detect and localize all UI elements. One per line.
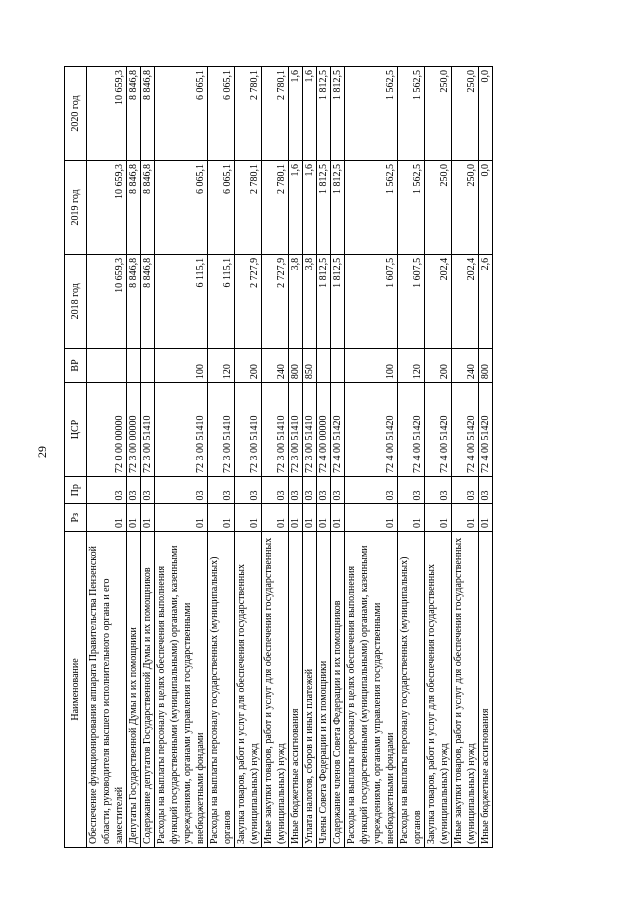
cell-name: Члены Совета Федерации и их помощники	[317, 531, 331, 847]
cell-name: Уплата налогов, сборов и иных платежей	[303, 531, 317, 847]
cell-csr: 72 4 00 51420	[452, 383, 479, 477]
table-header-row	[65, 67, 87, 848]
cell-pr: 03	[208, 477, 235, 504]
cell-csr: 72 3 00 00000	[127, 383, 141, 477]
cell-y2019: 8 846,8	[127, 160, 141, 254]
cell-vr	[317, 348, 331, 382]
cell-y2018: 10 659,3	[87, 254, 127, 348]
cell-y2018: 2,6	[479, 254, 493, 348]
cell-y2019: 8 846,8	[141, 160, 155, 254]
cell-rz: 01	[345, 504, 398, 531]
cell-pr: 03	[127, 477, 141, 504]
cell-rz: 01	[289, 504, 303, 531]
cell-pr: 03	[289, 477, 303, 504]
cell-vr	[127, 348, 141, 382]
table-row	[398, 67, 425, 848]
table-row	[425, 67, 452, 848]
cell-vr: 800	[289, 348, 303, 382]
cell-name: Расходы на выплаты персоналу в целях обеспечения выполнения функций государственными (муниципальными) органами, казенными учреждениями, органами управления государственными внебюджетными фондами	[155, 531, 208, 847]
cell-pr: 03	[345, 477, 398, 504]
header-2018: 2018 год	[65, 254, 87, 348]
cell-y2018: 1 607,5	[345, 254, 398, 348]
cell-y2020: 1,6	[289, 67, 303, 161]
cell-y2019: 2 780,1	[262, 160, 289, 254]
cell-rz: 01	[155, 504, 208, 531]
cell-y2020: 10 659,3	[87, 67, 127, 161]
cell-pr: 03	[398, 477, 425, 504]
cell-y2018: 2 727,9	[262, 254, 289, 348]
cell-y2018: 3,8	[289, 254, 303, 348]
cell-y2018: 3,8	[303, 254, 317, 348]
cell-vr: 850	[303, 348, 317, 382]
cell-vr: 100	[155, 348, 208, 382]
cell-name: Депутаты Государственной Думы и их помощники	[127, 531, 141, 847]
table-row	[262, 67, 289, 848]
cell-y2019: 1 562,5	[345, 160, 398, 254]
cell-y2018: 202,4	[425, 254, 452, 348]
cell-y2020: 2 780,1	[235, 67, 262, 161]
cell-y2020: 1 562,5	[398, 67, 425, 161]
cell-pr: 03	[87, 477, 127, 504]
cell-y2020: 8 846,8	[141, 67, 155, 161]
cell-csr: 72 3 00 51410	[303, 383, 317, 477]
table-row	[235, 67, 262, 848]
cell-y2018: 1 812,5	[317, 254, 331, 348]
page-number: 29	[35, 446, 49, 458]
cell-pr: 03	[141, 477, 155, 504]
cell-y2019: 250,0	[452, 160, 479, 254]
cell-rz: 01	[398, 504, 425, 531]
cell-rz: 01	[208, 504, 235, 531]
table-row	[155, 67, 208, 848]
cell-vr	[141, 348, 155, 382]
cell-vr: 100	[345, 348, 398, 382]
cell-rz: 01	[452, 504, 479, 531]
cell-name: Закупка товаров, работ и услуг для обеспечения государственных (муниципальных) нужд	[425, 531, 452, 847]
cell-y2019: 2 780,1	[235, 160, 262, 254]
cell-rz: 01	[87, 504, 127, 531]
header-rz: Рз	[65, 504, 87, 531]
cell-vr	[87, 348, 127, 382]
cell-name: Расходы на выплаты персоналу государственных (муниципальных) органов	[208, 531, 235, 847]
cell-vr	[331, 348, 345, 382]
cell-pr: 03	[155, 477, 208, 504]
cell-name: Иные закупки товаров, работ и услуг для обеспечения государственных (муниципальных) нужд	[452, 531, 479, 847]
cell-rz: 01	[425, 504, 452, 531]
table-row	[345, 67, 398, 848]
cell-csr: 72 4 00 51420	[425, 383, 452, 477]
cell-y2018: 6 115,1	[155, 254, 208, 348]
header-vr: ВР	[65, 348, 87, 382]
cell-pr: 03	[479, 477, 493, 504]
cell-rz: 01	[127, 504, 141, 531]
cell-y2019: 1 562,5	[398, 160, 425, 254]
cell-y2020: 1 812,5	[317, 67, 331, 161]
cell-csr: 72 3 00 51410	[155, 383, 208, 477]
cell-y2020: 6 065,1	[155, 67, 208, 161]
cell-y2019: 6 065,1	[155, 160, 208, 254]
cell-name: Иные закупки товаров, работ и услуг для обеспечения государственных (муниципальных) нужд	[262, 531, 289, 847]
cell-y2020: 2 780,1	[262, 67, 289, 161]
table-row	[87, 67, 127, 848]
cell-name: Закупка товаров, работ и услуг для обеспечения государственных (муниципальных) нужд	[235, 531, 262, 847]
header-pr: Пр	[65, 477, 87, 504]
cell-csr: 72 3 00 51410	[262, 383, 289, 477]
cell-y2019: 1 812,5	[317, 160, 331, 254]
cell-csr: 72 4 00 51420	[479, 383, 493, 477]
table-row	[317, 67, 331, 848]
cell-y2020: 1 562,5	[345, 67, 398, 161]
header-name: Наименование	[65, 531, 87, 847]
cell-y2019: 10 659,3	[87, 160, 127, 254]
cell-csr: 72 3 00 51410	[289, 383, 303, 477]
cell-csr: 72 0 00 00000	[87, 383, 127, 477]
table-row	[208, 67, 235, 848]
cell-y2019: 1,6	[303, 160, 317, 254]
cell-y2019: 0,0	[479, 160, 493, 254]
cell-rz: 01	[235, 504, 262, 531]
cell-vr: 800	[479, 348, 493, 382]
cell-y2018: 6 115,1	[208, 254, 235, 348]
budget-table	[64, 66, 493, 848]
cell-pr: 03	[331, 477, 345, 504]
cell-name: Содержание членов Совета Федерации и их помощников	[331, 531, 345, 847]
cell-y2019: 1 812,5	[331, 160, 345, 254]
cell-name: Иные бюджетные ассигнования	[479, 531, 493, 847]
cell-csr: 72 4 00 51420	[331, 383, 345, 477]
cell-vr: 240	[452, 348, 479, 382]
cell-vr: 200	[235, 348, 262, 382]
cell-y2018: 1 812,5	[331, 254, 345, 348]
cell-csr: 72 3 00 51410	[235, 383, 262, 477]
header-2020: 2020 год	[65, 67, 87, 161]
cell-y2020: 250,0	[425, 67, 452, 161]
table-row	[479, 67, 493, 848]
cell-pr: 03	[235, 477, 262, 504]
cell-csr: 72 4 00 51420	[398, 383, 425, 477]
cell-name: Расходы на выплаты персоналу в целях обеспечения выполнения функций государственными (муниципальными) органами, казенными учреждениями, органами управления государственными внебюджетными фондами	[345, 531, 398, 847]
cell-pr: 03	[303, 477, 317, 504]
cell-csr: 72 4 00 00000	[317, 383, 331, 477]
header-2019: 2019 год	[65, 160, 87, 254]
cell-vr: 120	[208, 348, 235, 382]
cell-pr: 03	[262, 477, 289, 504]
cell-pr: 03	[452, 477, 479, 504]
cell-y2018: 8 846,8	[127, 254, 141, 348]
cell-y2020: 0,0	[479, 67, 493, 161]
cell-rz: 01	[262, 504, 289, 531]
header-csr: ЦСР	[65, 383, 87, 477]
cell-rz: 01	[479, 504, 493, 531]
cell-name: Иные бюджетные ассигнования	[289, 531, 303, 847]
cell-y2018: 8 846,8	[141, 254, 155, 348]
cell-name: Расходы на выплаты персоналу государственных (муниципальных) органов	[398, 531, 425, 847]
table-row	[127, 67, 141, 848]
table-row	[331, 67, 345, 848]
cell-y2020: 250,0	[452, 67, 479, 161]
cell-rz: 01	[303, 504, 317, 531]
cell-vr: 240	[262, 348, 289, 382]
rotated-table-wrapper	[64, 66, 493, 848]
cell-y2020: 1 812,5	[331, 67, 345, 161]
cell-y2019: 1,6	[289, 160, 303, 254]
cell-csr: 72 4 00 51420	[345, 383, 398, 477]
cell-y2018: 2 727,9	[235, 254, 262, 348]
cell-pr: 03	[425, 477, 452, 504]
cell-vr: 200	[425, 348, 452, 382]
cell-y2018: 1 607,5	[398, 254, 425, 348]
cell-csr: 72 3 00 51410	[141, 383, 155, 477]
cell-rz: 01	[331, 504, 345, 531]
cell-rz: 01	[317, 504, 331, 531]
cell-y2020: 6 065,1	[208, 67, 235, 161]
cell-rz: 01	[141, 504, 155, 531]
table-row	[303, 67, 317, 848]
table-row	[452, 67, 479, 848]
cell-y2019: 250,0	[425, 160, 452, 254]
cell-pr: 03	[317, 477, 331, 504]
cell-y2018: 202,4	[452, 254, 479, 348]
cell-vr: 120	[398, 348, 425, 382]
table-body	[87, 67, 493, 848]
cell-name: Содержание депутатов Государственной Думы и их помощников	[141, 531, 155, 847]
cell-y2020: 8 846,8	[127, 67, 141, 161]
cell-y2019: 6 065,1	[208, 160, 235, 254]
cell-name: Обеспечение функционирования аппарата Правительства Пензенской области, руководителя высшего исполнительного органа и его заместителей	[87, 531, 127, 847]
table-row	[289, 67, 303, 848]
table-row	[141, 67, 155, 848]
cell-csr: 72 3 00 51410	[208, 383, 235, 477]
cell-y2020: 1,6	[303, 67, 317, 161]
